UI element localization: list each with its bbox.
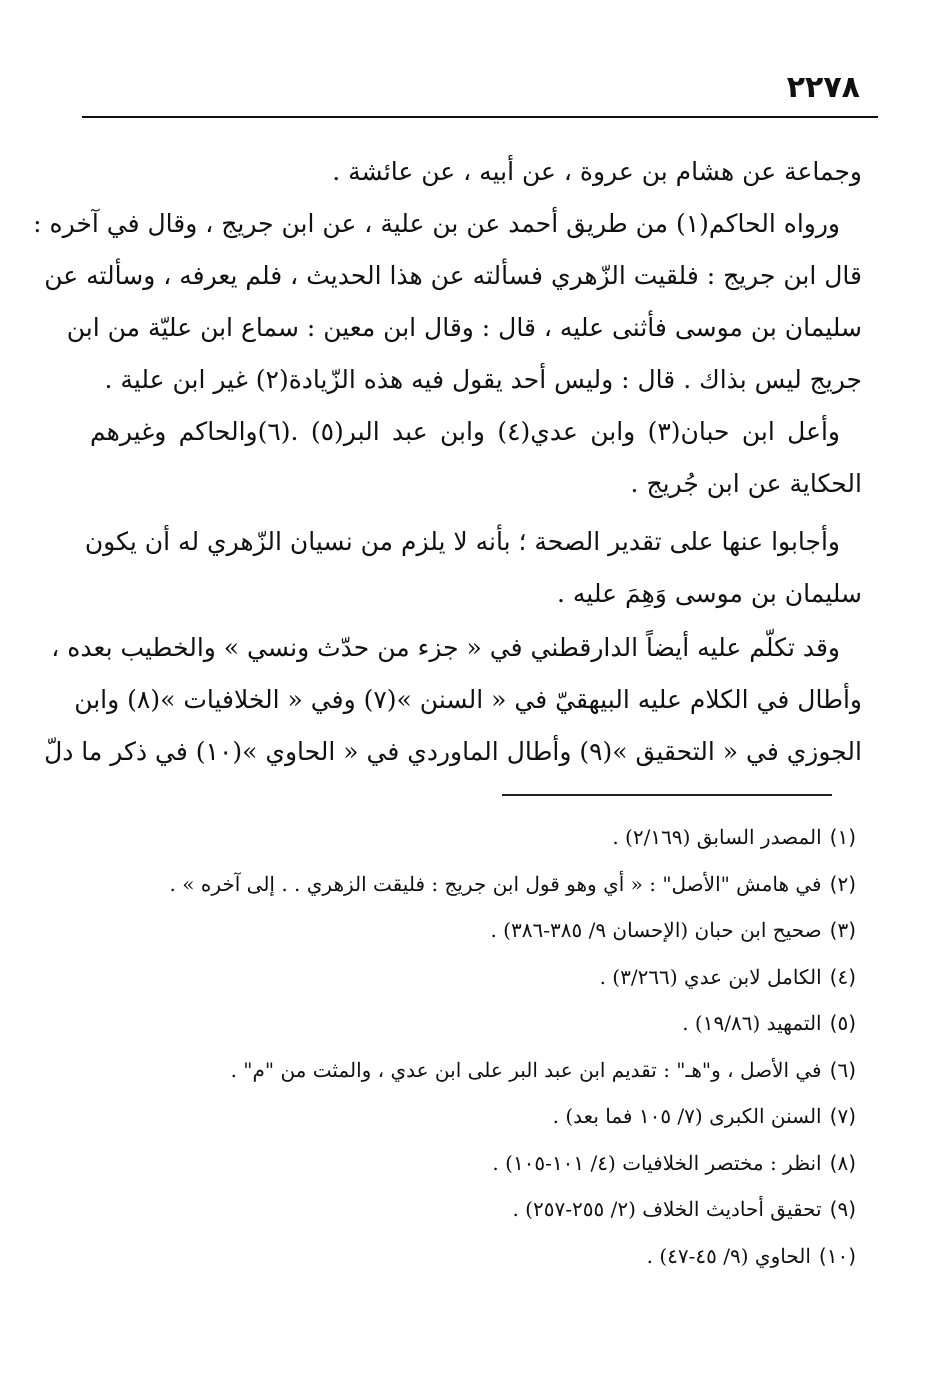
- footnote-number: (٥): [829, 1011, 856, 1035]
- footnote-number: (٧): [829, 1104, 856, 1128]
- footnote-separator: [502, 794, 832, 796]
- footnote-number: (٩): [829, 1197, 856, 1221]
- footnote-item: [96, 814, 856, 861]
- body-line: وقد تكلّم عليه أيضاً الدارقطني في « جزء من حدّث ونسي » والخطيب بعده ،: [51, 633, 840, 662]
- footnote-number: (١٠): [818, 1243, 856, 1268]
- footnote-item: [96, 1047, 856, 1094]
- footnote-text: انظر : مختصر الخلافيات (٤/ ١٠١-١٠٥) .: [492, 1150, 822, 1175]
- footnote-text: تحقيق أحاديث الخلاف (٢/ ٢٥٥-٢٥٧) .: [512, 1197, 822, 1221]
- body-line: وأعل ابن حبان(٣) وابن عدي(٤) وابن عبد البر(٥) .(٦)والحاكم وغيرهم: [90, 417, 841, 446]
- header-rule: [82, 116, 878, 118]
- body-line: سليمان بن موسى فأثنى عليه ، قال : وقال ابن معين : سماع ابن عليّة من ابن: [66, 313, 862, 342]
- body-line: وأطال في الكلام عليه البيهقيّ في « السنن »(٧) وفي « الخلافيات »(٨) وابن: [74, 685, 862, 714]
- footnote-number: (٨): [829, 1150, 856, 1175]
- page-number: ٢٢٧٨: [786, 70, 860, 105]
- body-line: وأجابوا عنها على تقدير الصحة ؛ بأنه لا يلزم من نسيان الزّهري له أن يكون: [84, 527, 840, 556]
- footnote-number: (٢): [829, 871, 856, 896]
- footnote-number: (٦): [829, 1057, 856, 1082]
- footnote-item: [96, 1093, 856, 1140]
- footnote-text: في هامش "الأصل" : « أي وهو قول ابن جريج : فليقت الزهري . . إلى آخره » .: [169, 871, 822, 896]
- footnote-number: (٤): [829, 964, 856, 989]
- body-line: سليمان بن موسى وَهِمَ عليه .: [557, 579, 862, 608]
- body-line: جريج ليس بذاك . قال : وليس أحد يقول فيه هذه الزّيادة(٢) غير ابن علية .: [104, 365, 862, 394]
- footnote-text: المصدر السابق (٢/١٦٩) .: [612, 825, 822, 849]
- body-line: وجماعة عن هشام بن عروة ، عن أبيه ، عن عائشة .: [332, 157, 862, 186]
- footnote-item: [96, 1233, 856, 1280]
- footnote-number: (١): [829, 825, 856, 849]
- footnote-item: [96, 954, 856, 1001]
- footnote-item: [96, 861, 856, 908]
- body-line: ورواه الحاكم(١) من طريق أحمد عن بن علية ، عن ابن جريج ، وقال في آخره :: [33, 209, 840, 238]
- footnote-item: [96, 907, 856, 954]
- body-line: الجوزي في « التحقيق »(٩) وأطال الماوردي في « الحاوي »(١٠) في ذكر ما دلّ: [44, 737, 862, 766]
- footnote-text: السنن الكبرى (٧/ ١٠٥ فما بعد) .: [552, 1104, 822, 1128]
- footnote-item: [96, 1186, 856, 1233]
- footnote-number: (٣): [829, 918, 856, 942]
- footnote-text: الكامل لابن عدي (٣/٢٦٦) .: [599, 964, 822, 989]
- footnote-text: الحاوي (٩/ ٤٥-٤٧) .: [646, 1243, 811, 1268]
- body-line: الحكاية عن ابن جُريج .: [630, 469, 862, 498]
- footnote-text: صحيح ابن حبان (الإحسان ٩/ ٣٨٥-٣٨٦) .: [490, 918, 822, 942]
- footnote-text: في الأصل ، و"هـ" : تقديم ابن عبد البر على ابن عدي ، والمثت من "م" .: [230, 1057, 822, 1082]
- footnote-item: [96, 1140, 856, 1187]
- footnote-item: [96, 1000, 856, 1047]
- body-line: قال ابن جريج : فلقيت الزّهري فسألته عن هذا الحديث ، فلم يعرفه ، وسألته عن: [44, 261, 862, 290]
- footnote-text: التمهيد (١٩/٨٦) .: [682, 1011, 822, 1035]
- footnotes: [96, 814, 856, 1279]
